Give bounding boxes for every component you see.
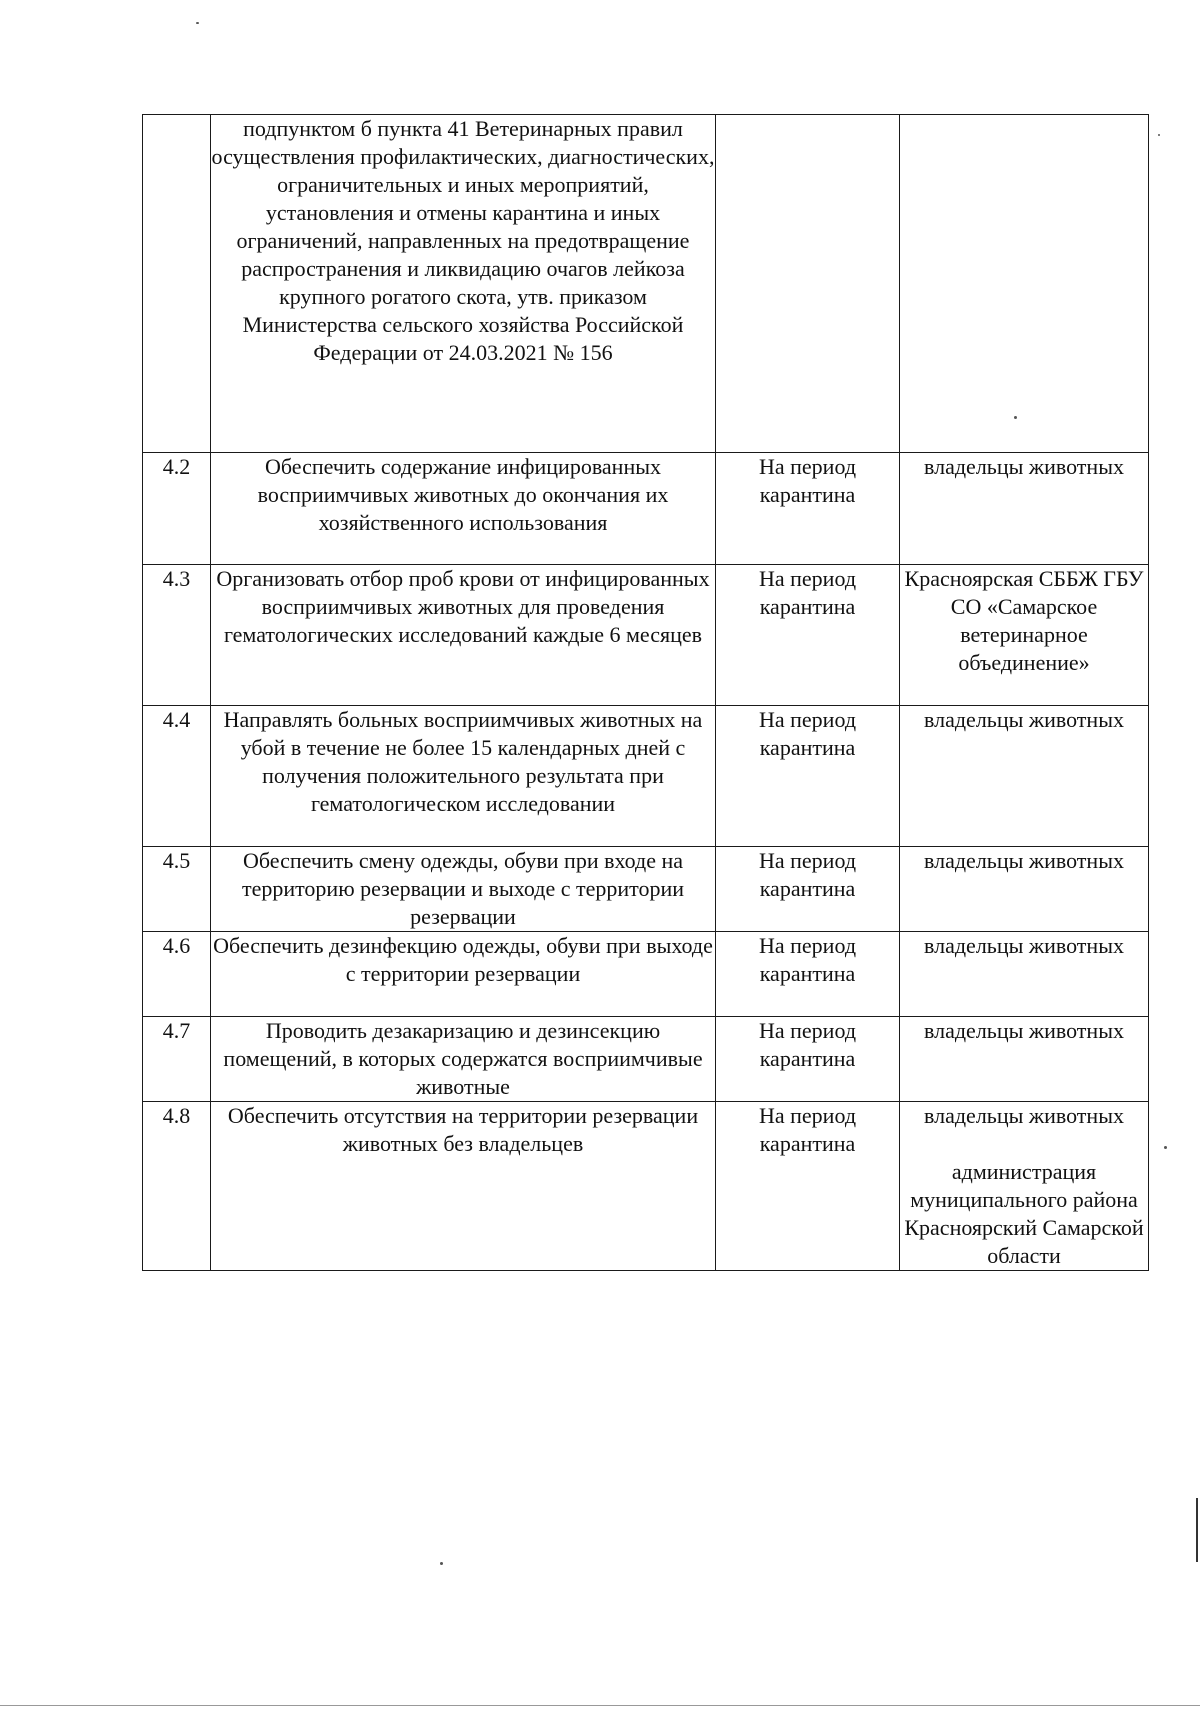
period-cell: На период карантина [716,1017,900,1102]
row-number: 4.2 [143,453,211,565]
row-number: 4.8 [143,1102,211,1271]
table-row [143,453,1149,565]
responsible-party: владельцы животных [924,454,1124,479]
scan-speck [196,22,199,24]
row-number [143,115,211,453]
measure-text: Обеспечить отсутствия на территории резервации животных без владельцев [211,1102,716,1271]
table-row [143,932,1149,1017]
period-cell: На период карантина [716,932,900,1017]
period-cell [716,115,900,453]
row-number: 4.3 [143,565,211,706]
period-cell: На период карантина [716,1102,900,1271]
row-number: 4.7 [143,1017,211,1102]
period-cell: На период карантина [716,706,900,847]
responsible-party: владельцы животных [924,707,1124,732]
scan-edge-mark [1196,1498,1198,1562]
scan-speck [1158,134,1160,136]
responsible-cell [900,565,1149,706]
responsible-party: владельцы животных [924,933,1124,958]
measure-text: Обеспечить дезинфекцию одежды, обуви при выходе с территории резервации [211,932,716,1017]
measure-text: Обеспечить смену одежды, обуви при входе на территорию резервации и выходе с территории резервации [211,847,716,932]
measure-text: Направлять больных восприимчивых животных на убой в течение не более 15 календарных дней с получения положительного результата при гематологическом исследовании [211,706,716,847]
responsible-cell [900,1017,1149,1102]
measure-text: Проводить дезакаризацию и дезинсекцию помещений, в которых содержатся восприимчивые животные [211,1017,716,1102]
scan-edge-mark [0,1705,1200,1706]
scan-speck [1014,416,1017,419]
row-number: 4.4 [143,706,211,847]
responsible-cell [900,706,1149,847]
responsible-cell [900,453,1149,565]
table-row [143,115,1149,453]
table-row [143,706,1149,847]
measure-text: подпунктом б пункта 41 Ветеринарных правил осуществления профилактических, диагностических, ограничительных и иных мероприятий, установления и отмены карантина и иных ограничений, направленных на предотвращение распространения и ликвидацию очагов лейкоза крупного рогатого скота, утв. приказом Министерства сельского хозяйства Российской Федерации от 24.03.2021 № 156 [211,115,716,453]
table-row [143,847,1149,932]
row-number: 4.6 [143,932,211,1017]
responsible-cell [900,847,1149,932]
period-cell: На период карантина [716,453,900,565]
row-number: 4.5 [143,847,211,932]
responsible-party: администрация муниципального района Красноярский Самарской области [904,1159,1144,1268]
table-row [143,565,1149,706]
table-row [143,1017,1149,1102]
responsible-party: владельцы животных [924,1018,1124,1043]
measures-table [142,114,1149,1271]
responsible-party: владельцы животных [924,848,1124,873]
scan-speck [1164,1146,1167,1149]
responsible-party: владельцы животных [924,1103,1124,1128]
responsible-party: Красноярская СББЖ ГБУ СО «Самарское ветеринарное объединение» [904,566,1144,675]
table-row [143,1102,1149,1271]
spacer [900,1130,1148,1158]
responsible-cell [900,115,1149,453]
scan-speck [440,1562,443,1565]
period-cell: На период карантина [716,847,900,932]
period-cell: На период карантина [716,565,900,706]
responsible-cell [900,1102,1149,1271]
measure-text: Обеспечить содержание инфицированных восприимчивых животных до окончания их хозяйственного использования [211,453,716,565]
measure-text: Организовать отбор проб крови от инфицированных восприимчивых животных для проведения гематологических исследований каждые 6 месяцев [211,565,716,706]
responsible-cell [900,932,1149,1017]
